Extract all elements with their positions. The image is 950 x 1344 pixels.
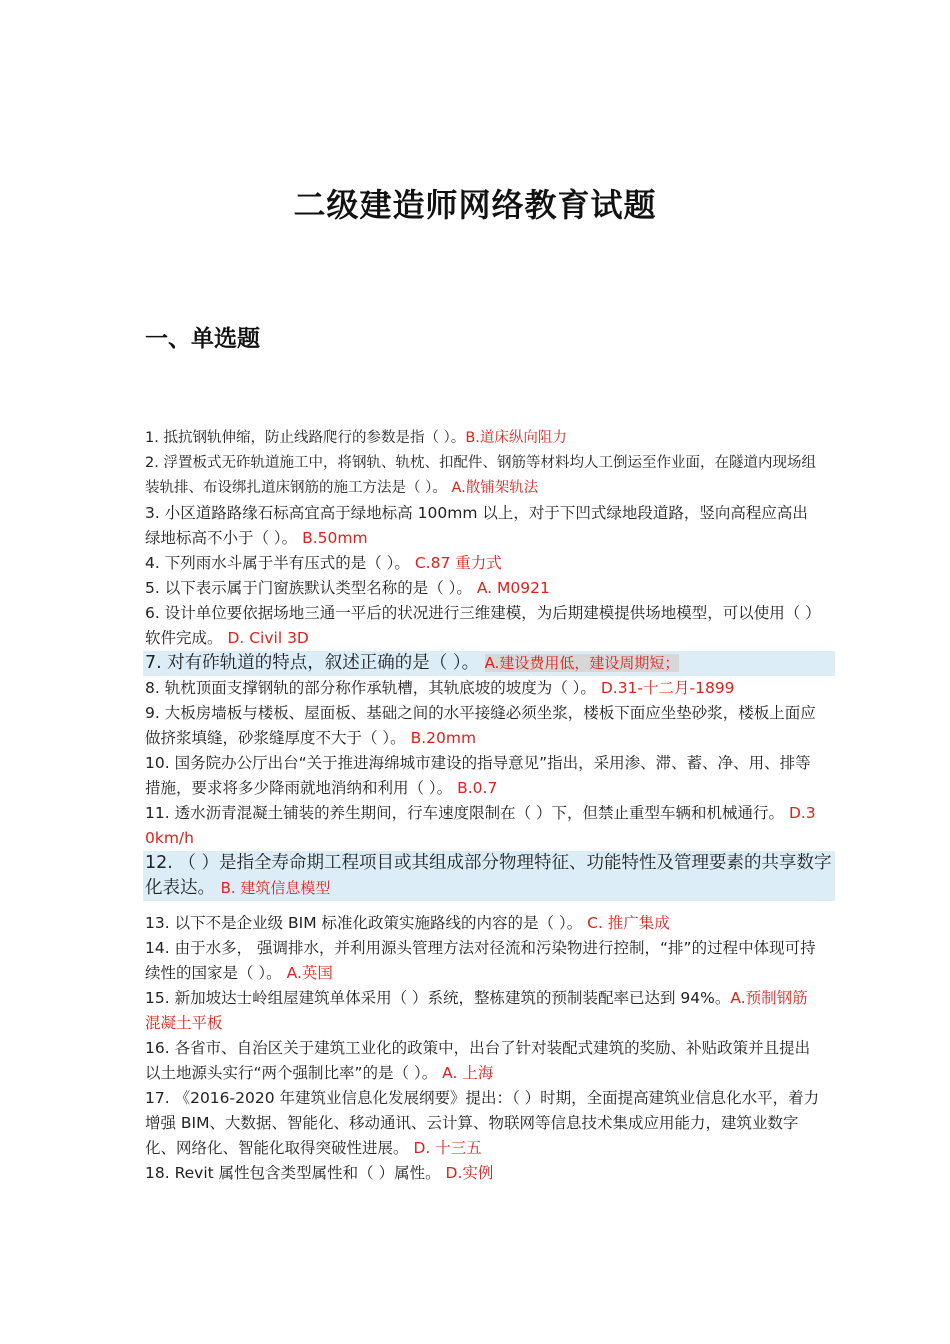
answer-text: D.30km/h bbox=[145, 804, 816, 847]
question-item bbox=[145, 801, 820, 851]
document-title: 二级建造师网络教育试题 bbox=[293, 186, 657, 224]
question-text: 6. 设计单位要依据场地三通一平后的状况进行三维建模，为后期建模提供场地模型，可以使用（ ）软件完成。 bbox=[145, 604, 813, 647]
answer-text: A.建设费用低，建设周期短； bbox=[484, 654, 680, 672]
question-text: 1. 抵抗钢轨伸缩，防止线路爬行的参数是指（ ）。 bbox=[145, 430, 466, 446]
answer-text: D. 十三五 bbox=[413, 1139, 482, 1157]
answer-text: A. M0921 bbox=[476, 579, 550, 597]
question-item bbox=[145, 986, 820, 1036]
question-item bbox=[145, 501, 820, 551]
question-item bbox=[145, 551, 820, 576]
question-item bbox=[145, 601, 820, 651]
question-text: 4. 下列雨水斗属于半有压式的是（ ）。 bbox=[145, 554, 415, 572]
question-text: 15. 新加坡达士岭组屋建筑单体采用（ ）系统，整栋建筑的预制装配率已达到 94%。 bbox=[145, 989, 731, 1007]
question-item-highlighted bbox=[143, 851, 835, 901]
question-item bbox=[145, 751, 820, 801]
question-item-highlighted bbox=[143, 651, 835, 676]
question-text: 2. 浮置板式无砟轨道施工中，将钢轨、轨枕、扣配件、钢筋等材料均人工倒运至作业面，在隧道内现场组装轨排、布设绑扎道床钢筋的施工方法是（ ）。 bbox=[145, 455, 816, 496]
answer-text: C. 推广集成 bbox=[587, 914, 670, 932]
question-item bbox=[145, 1036, 820, 1086]
question-item bbox=[145, 426, 820, 451]
question-item bbox=[145, 576, 820, 601]
question-item bbox=[145, 911, 820, 936]
answer-text: A.英国 bbox=[286, 964, 333, 982]
answer-text: B.0.7 bbox=[457, 779, 498, 797]
question-text: 7. 对有砟轨道的特点，叙述正确的是（ ）。 bbox=[145, 653, 485, 673]
answer-text: D. Civil 3D bbox=[227, 629, 309, 647]
question-text: 8. 轨枕顶面支撑钢轨的部分称作承轨槽，其轨底坡的坡度为（ ）。 bbox=[145, 679, 601, 697]
question-text: 9. 大板房墙板与楼板、屋面板、基础之间的水平接缝必须坐浆，楼板下面应坐垫砂浆，楼板上面应做挤浆填缝，砂浆缝厚度不大于（ ）。 bbox=[145, 704, 816, 747]
question-text: 5. 以下表示属于门窗族默认类型名称的是（ ）。 bbox=[145, 579, 477, 597]
answer-text: A. 上海 bbox=[442, 1064, 494, 1082]
answer-text: B. 建筑信息模型 bbox=[220, 879, 331, 897]
answer-text: C.87 重力式 bbox=[414, 554, 502, 572]
question-item bbox=[145, 676, 820, 701]
answer-text: A.散铺架轨法 bbox=[451, 480, 539, 496]
question-text: 18. Revit 属性包含类型属性和（ ）属性。 bbox=[145, 1164, 446, 1182]
question-text: 10. 国务院办公厅出台“关于推进海绵城市建设的指导意见”指出，采用渗、滞、蓄、净、用、排等措施，要求将多少降雨就地消纳和利用（ ）。 bbox=[145, 754, 811, 797]
question-item bbox=[145, 701, 820, 751]
question-text: 17. 《2016-2020 年建筑业信息化发展纲要》提出：（ ）时期，全面提高建筑业信息化水平，着力增强 BIM、大数据、智能化、移动通讯、云计算、物联网等信息技术集成应用能力，建筑业数字化、网络化、智能化取得突破性进展。 bbox=[145, 1089, 820, 1157]
question-text: 16. 各省市、自治区关于建筑工业化的政策中，出台了针对装配式建筑的奖励、补贴政策并且提出以土地源头实行“两个强制比率”的是（ ）。 bbox=[145, 1039, 811, 1082]
answer-text: B.50mm bbox=[302, 529, 368, 547]
question-text: 13. 以下不是企业级 BIM 标准化政策实施路线的内容的是（ ）。 bbox=[145, 914, 588, 932]
answer-text: D.31-十二月-1899 bbox=[600, 679, 735, 697]
question-item bbox=[145, 1086, 820, 1161]
question-text: 12. （ ）是指全寿命期工程项目或其组成部分物理特征、功能特性及管理要素的共享数字化表达。 bbox=[145, 853, 832, 898]
answer-text: A.预制钢筋混凝土平板 bbox=[145, 989, 808, 1032]
answer-text: D.实例 bbox=[445, 1164, 494, 1182]
section-heading: 一、单选题 bbox=[145, 325, 260, 352]
question-item bbox=[145, 451, 820, 501]
answer-text: B.20mm bbox=[410, 729, 477, 747]
question-text: 3. 小区道路路缘石标高宜高于绿地标高 100mm 以上，对于下凹式绿地段道路，竖向高程应高出绿地标高不小于（ ）。 bbox=[145, 504, 808, 547]
question-text: 14. 由于水多， 强调排水，并利用源头管理方法对径流和污染物进行控制，“排”的过程中体现可持续性的国家是（ ）。 bbox=[145, 939, 816, 982]
question-list bbox=[145, 426, 832, 1186]
question-item bbox=[145, 936, 820, 986]
question-text: 11. 透水沥青混凝土铺装的养生期间，行车速度限制在（ ）下，但禁止重型车辆和机械通行。 bbox=[145, 804, 789, 822]
question-item bbox=[145, 1161, 820, 1186]
answer-text: B.道床纵向阻力 bbox=[465, 430, 567, 446]
